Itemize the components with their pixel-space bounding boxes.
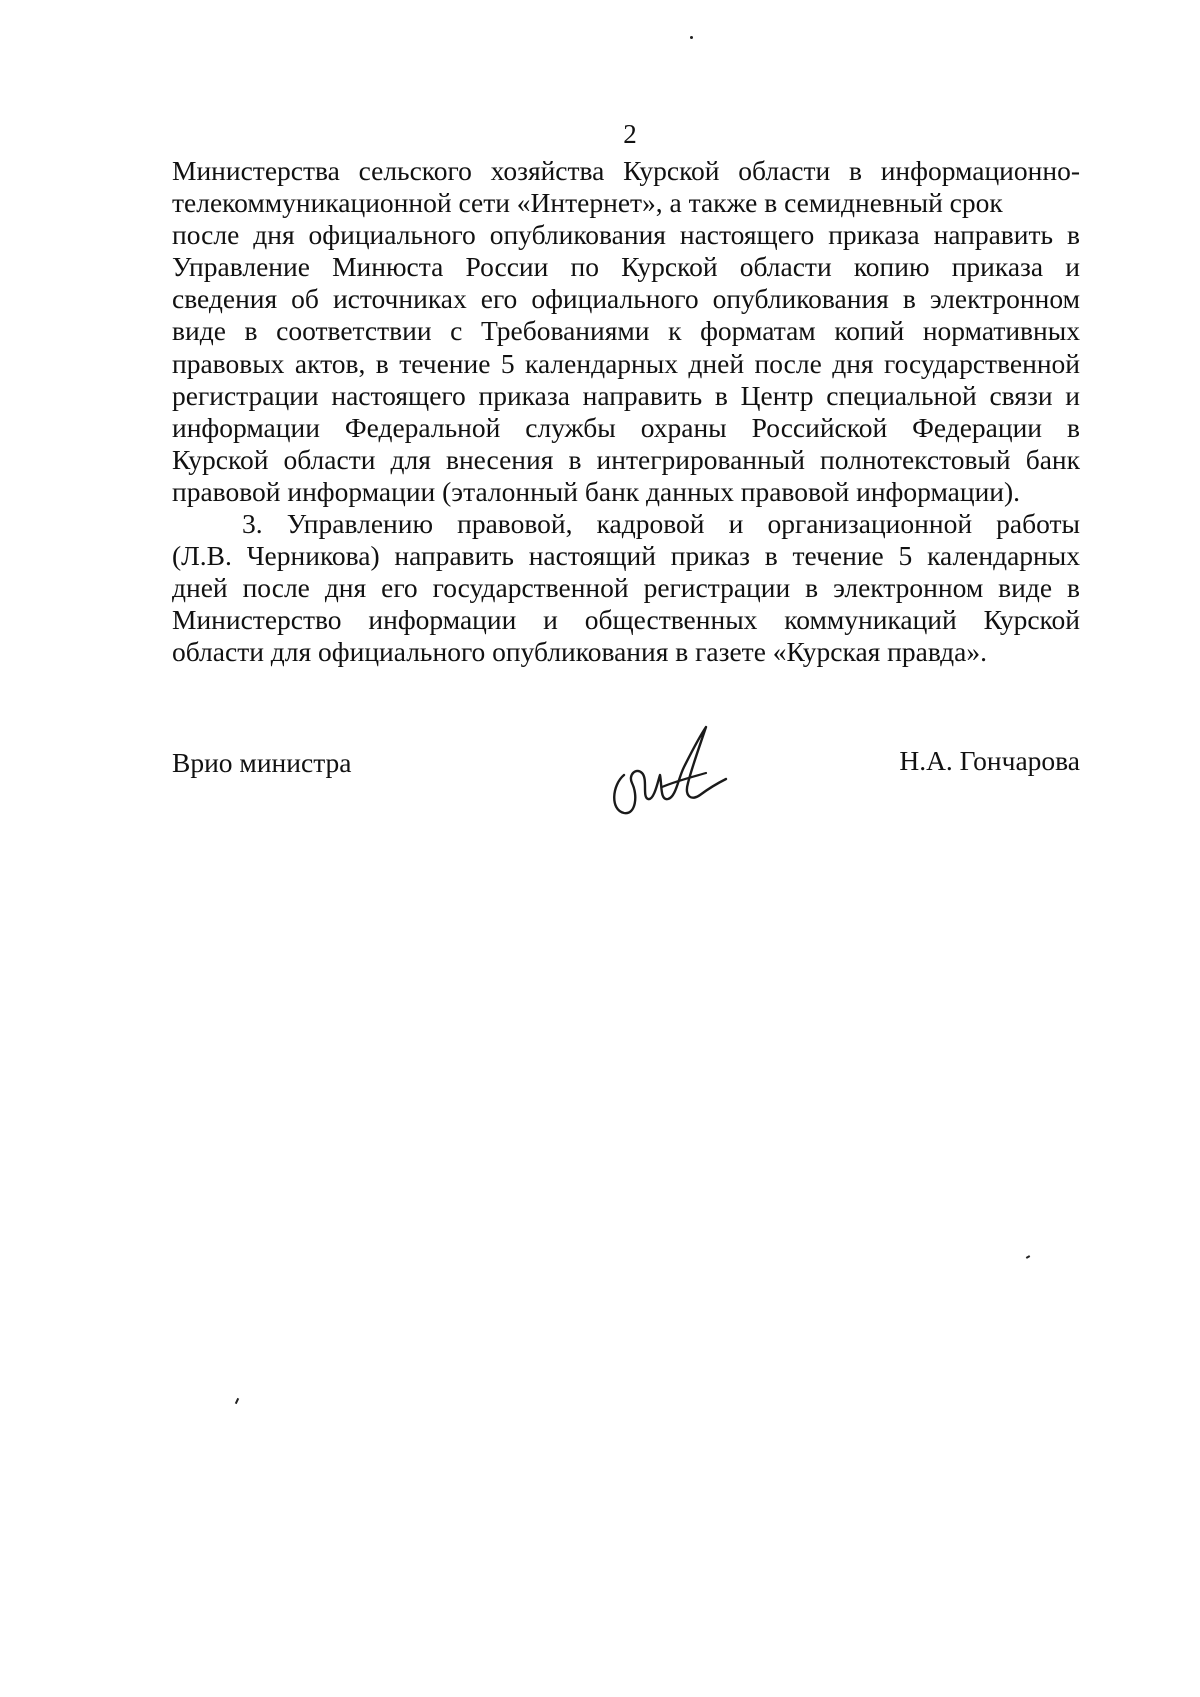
text-line: виде в соответствии с Требованиями к форматам копий нормативных: [172, 315, 1080, 347]
text-line: дней после дня его государственной регистрации в электронном виде в: [172, 572, 1080, 604]
signature-block: [172, 735, 1080, 855]
document-body: [172, 155, 1080, 669]
text-line: Курской области для внесения в интегрированный полнотекстовый банк: [172, 443, 1080, 475]
scan-speck: [690, 36, 693, 39]
text-line: правовой информации (эталонный банк данных правовой информации).: [172, 475, 1021, 507]
text-line: информации Федеральной службы охраны Российской Федерации в: [172, 411, 1080, 443]
scan-speck: [1026, 1255, 1030, 1259]
text-line: телекоммуникационной сети «Интернет», а также в семидневный срок: [172, 187, 1003, 219]
text-line: сведения об источниках его официального опубликования в электронном: [172, 283, 1080, 315]
scan-speck: [235, 1398, 239, 1404]
text-line: Управление Минюста России по Курской области копию приказа и: [172, 251, 1080, 283]
signatory-title: Врио министра: [172, 747, 352, 778]
text-line: правовых актов, в течение 5 календарных дней после дня государственной: [172, 347, 1080, 379]
text-line: 3. Управлению правовой, кадровой и организационной работы: [242, 508, 1080, 540]
handwritten-signature: [602, 715, 742, 825]
page-number: 2: [623, 119, 637, 149]
text-line: Министерство информации и общественных коммуникаций Курской: [172, 604, 1080, 636]
signatory-name: Н.А. Гончарова: [899, 745, 1080, 776]
text-line: регистрации настоящего приказа направить в Центр специальной связи и: [172, 379, 1080, 411]
paragraph-item-3: [172, 508, 1080, 668]
text-line: (Л.В. Черникова) направить настоящий приказ в течение 5 календарных: [172, 540, 1080, 572]
text-line: области для официального опубликования в газете «Курская правда».: [172, 636, 987, 668]
text-line: Министерства сельского хозяйства Курской области в информационно-: [172, 155, 1080, 186]
paragraph-continuation: [172, 155, 1080, 508]
text-line: после дня официального опубликования настоящего приказа направить в: [172, 219, 1080, 251]
